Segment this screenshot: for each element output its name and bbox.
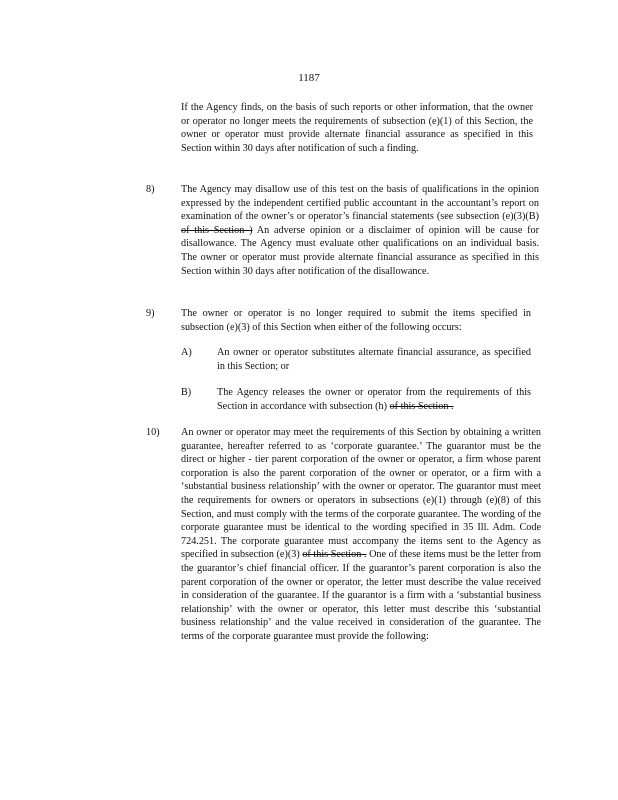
item-9a-text: An owner or operator substitutes alternate financial assurance, as specified in this Section; or <box>217 347 531 372</box>
item-9b-block <box>217 386 531 413</box>
page-number: 1187 <box>298 72 320 84</box>
item-9-number: 9) <box>146 308 155 319</box>
item-9a-letter: A) <box>181 347 192 358</box>
intro-paragraph-block <box>181 101 533 155</box>
item-8-number: 8) <box>146 184 155 195</box>
item-9a-block <box>217 346 531 373</box>
item-10-struck-text: of this Section . <box>302 549 367 561</box>
item-8-text-b: An adverse opinion or a disclaimer of opinion will be cause for disallowance. The Agency must evaluate other qualifications on an individual basis. The owner or operator must provide alternate financial assurance as specified in this Section within 30 days after notification of the disallowance. <box>181 224 540 277</box>
item-8-text-a: The Agency may disallow use of this test on the basis of qualifications in the opinion expressed by the independent certified public accountant in the accountant’s report on examination of the owner’s or operator’s financial statements (see subsection (e)(3)(B) <box>181 184 539 223</box>
item-10-block <box>181 426 541 644</box>
item-8-paragraph <box>181 183 539 278</box>
item-8-struck-text: of this Section ) <box>181 224 253 236</box>
item-9-paragraph: The owner or operator is no longer required to submit the items specified in subsection (e)(3) of this Section when either of the following occurs: <box>181 308 531 333</box>
item-9b-paragraph <box>217 386 531 413</box>
item-9b-struck-text: of this Section . <box>389 400 454 412</box>
item-10-number: 10) <box>146 427 160 438</box>
item-10-paragraph <box>181 426 541 644</box>
intro-paragraph: If the Agency finds, on the basis of such reports or other information, that the owner or operator no longer meets the requirements of subsection (e)(1) of this Section, the owner or operator must provide alternate financial assurance as specified in this Section within 30 days after notification of such a finding. <box>181 102 533 154</box>
item-10-text-a: An owner or operator may meet the requirements of this Section by obtaining a written guarantee, hereafter referred to as ‘corporate guarantee.’ The guarantor must be the direct or higher - tier parent corporation of the owner or operator, a firm whose parent corporation is also the parent corporation of the owner or operator, or a firm with a ‘substantial business relationship’ with the owner or operator. The guarantor must meet the requirements for owners or operators in subsections (e)(1) through (e)(8) of this Section, and must comply with the terms of the corporate guarantee. The wording of the corporate guarantee must be identical to the wording specified in 35 Ill. Adm. Code 724.251. The corporate guarantee must accompany the items sent to the Agency as specified in subsection (e)(3) <box>181 427 541 561</box>
item-9-block <box>181 307 531 334</box>
item-8-block <box>181 183 539 278</box>
item-9a-paragraph <box>217 346 531 373</box>
item-9b-letter: B) <box>181 387 192 398</box>
item-9b-text: The Agency releases the owner or operator from the requirements of this Section in accordance with subsection (h) <box>217 387 531 412</box>
item-10-text-b: One of these items must be the letter from the guarantor’s chief financial officer. If the guarantor’s parent corporation is also the parent corporation of the owner or operator, the letter must describe the value received in consideration of the guarantee. If the guarantor is a firm with a ‘substantial business relationship’ with the owner or operator, this letter must describe this ‘substantial business relationship’ and the value received in consideration of the guarantee. The terms of the corporate guarantee must provide the following: <box>181 549 542 642</box>
